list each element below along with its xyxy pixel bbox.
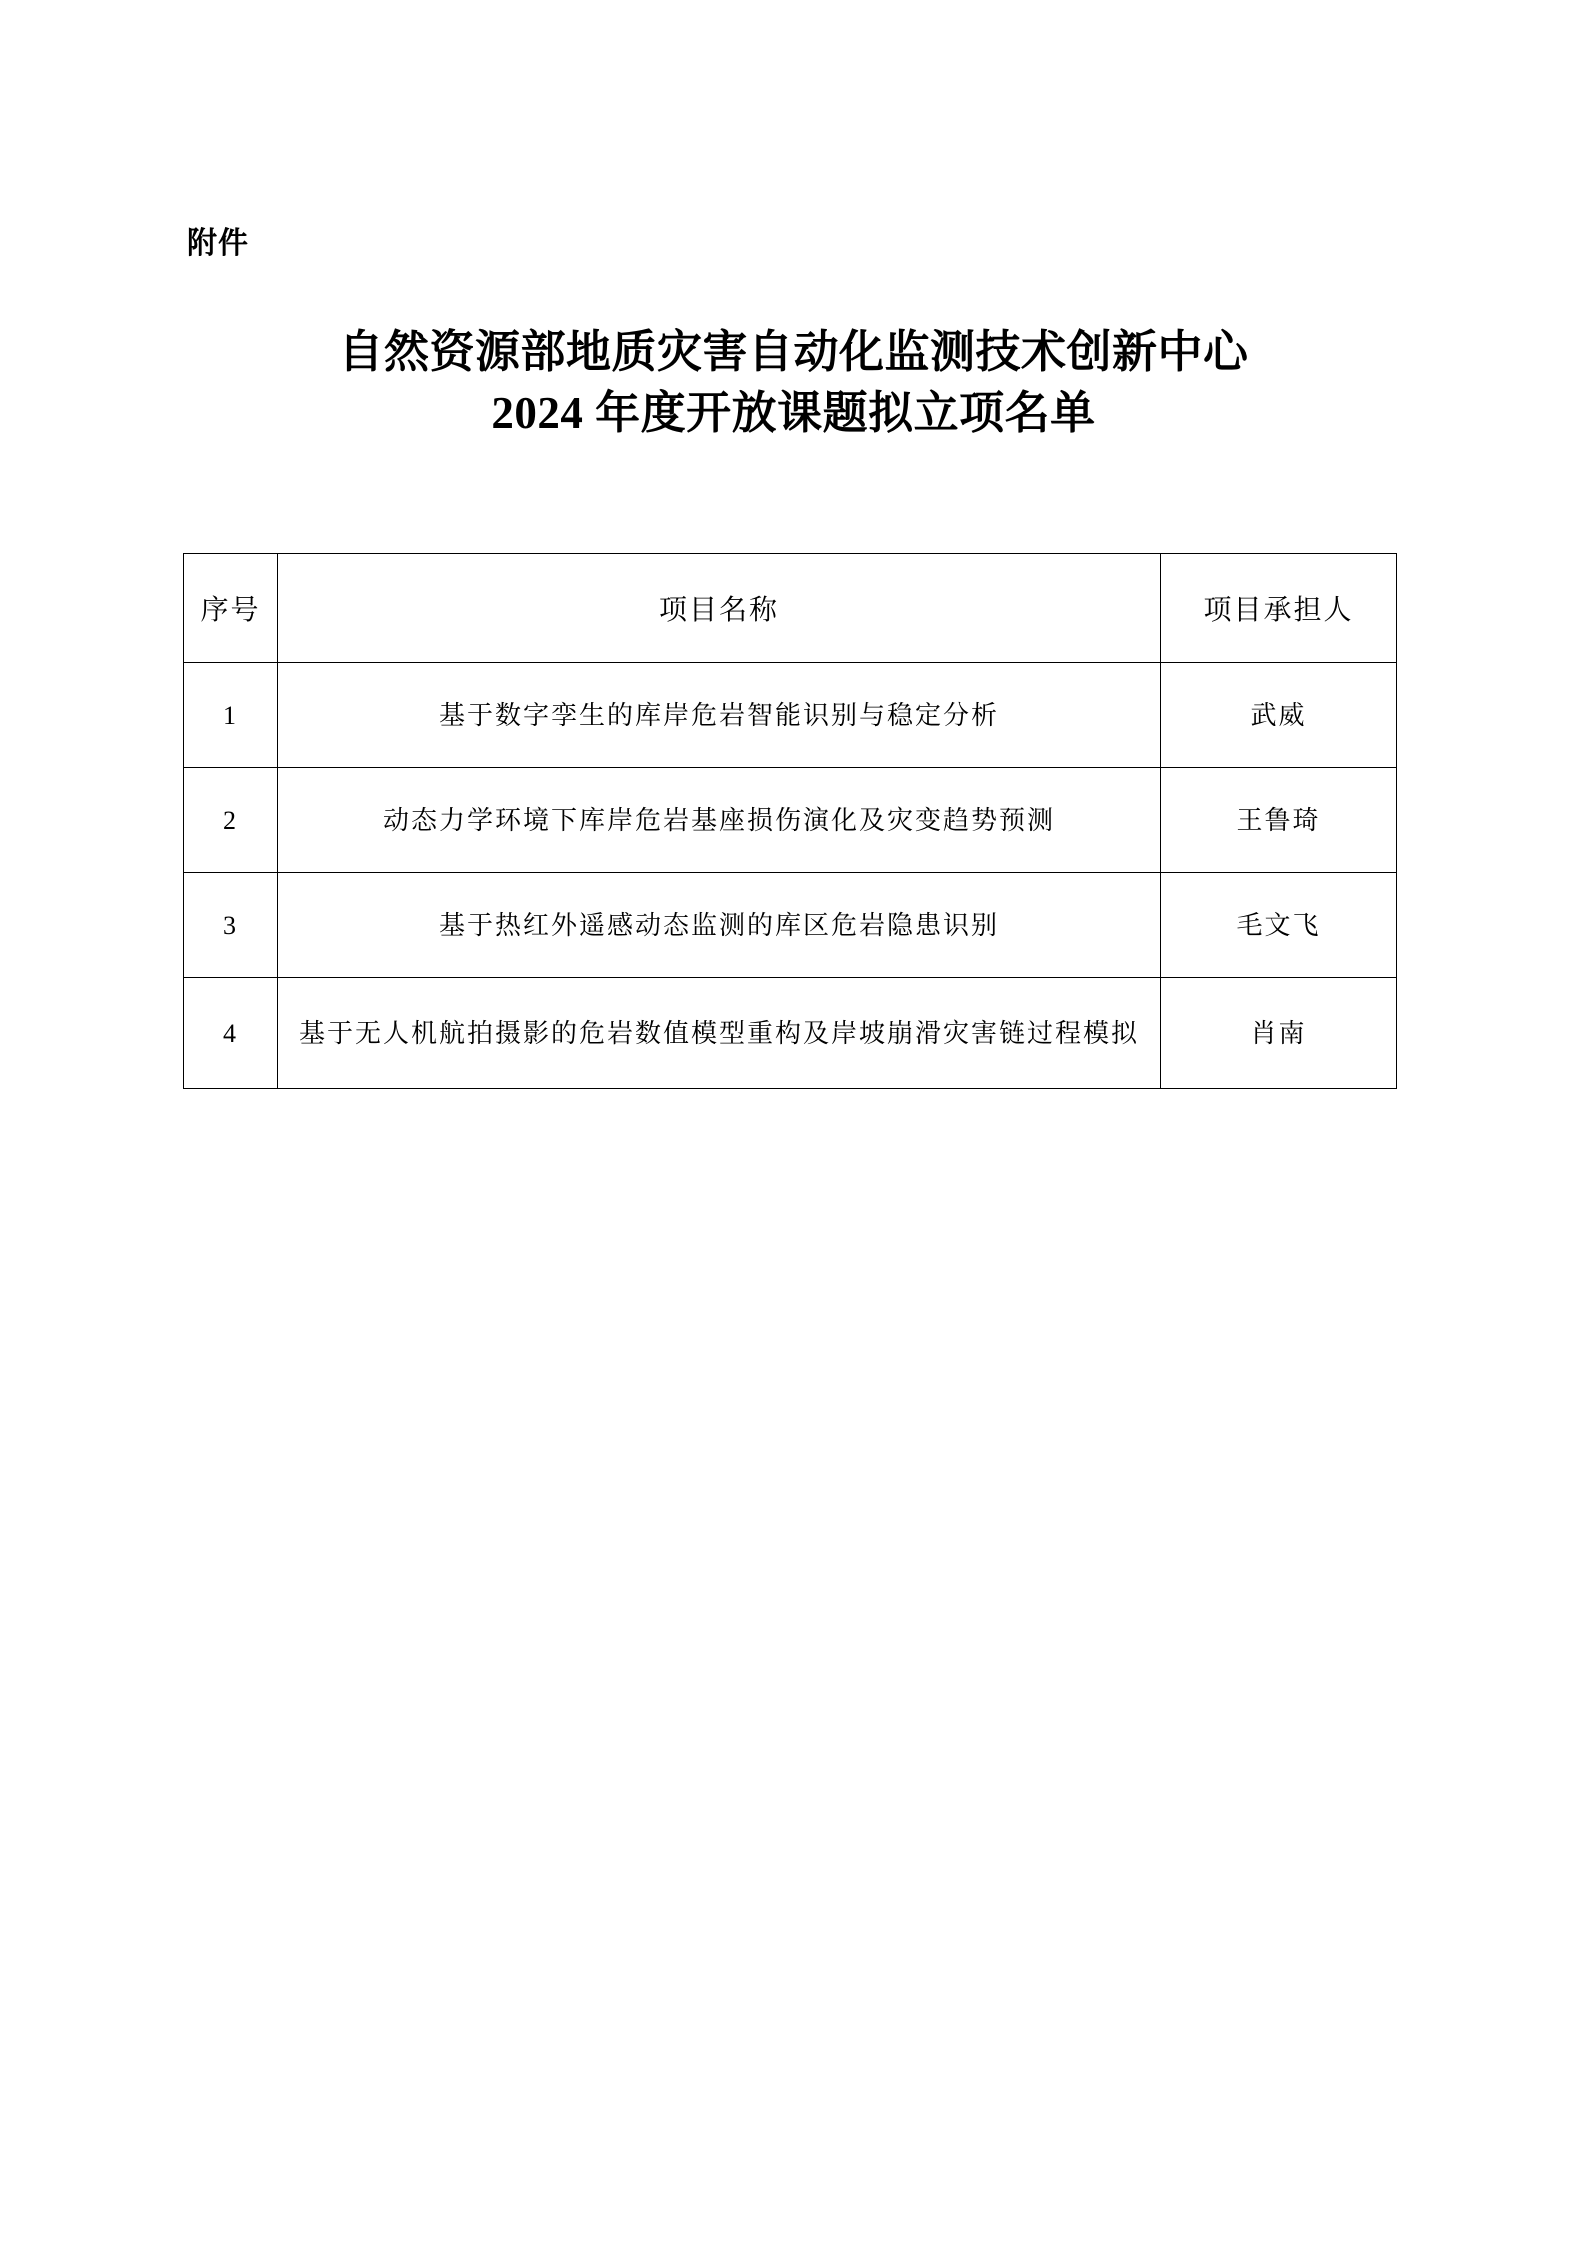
header-cell-owner: 项目承担人 [1161, 554, 1397, 663]
cell-project-name: 动态力学环境下库岸危岩基座损伤演化及灾变趋势预测 [278, 768, 1161, 873]
cell-project-name: 基于无人机航拍摄影的危岩数值模型重构及岸坡崩滑灾害链过程模拟 [278, 978, 1161, 1089]
cell-project-name: 基于数字孪生的库岸危岩智能识别与稳定分析 [278, 663, 1161, 768]
table-header [184, 554, 1397, 663]
header-cell-no: 序号 [184, 554, 278, 663]
cell-owner: 王鲁琦 [1161, 768, 1397, 873]
table-row [184, 978, 1397, 1089]
attachment-label: 附件 [187, 227, 249, 260]
cell-owner: 毛文飞 [1161, 873, 1397, 978]
page-title [187, 322, 1400, 444]
table-body [184, 663, 1397, 1089]
header-cell-project-name: 项目名称 [278, 554, 1161, 663]
cell-owner: 武威 [1161, 663, 1397, 768]
table-row [184, 663, 1397, 768]
cell-no: 2 [184, 768, 278, 873]
cell-project-name: 基于热红外遥感动态监测的库区危岩隐患识别 [278, 873, 1161, 978]
project-list-table [183, 553, 1397, 1089]
table-header-row [184, 554, 1397, 663]
page-title-line-2: 2024 年度开放课题拟立项名单 [491, 387, 1096, 438]
cell-no: 3 [184, 873, 278, 978]
cell-owner: 肖南 [1161, 978, 1397, 1089]
cell-no: 1 [184, 663, 278, 768]
table-row [184, 873, 1397, 978]
page-title-line-1: 自然资源部地质灾害自动化监测技术创新中心 [338, 327, 1249, 377]
table-row [184, 768, 1397, 873]
cell-no: 4 [184, 978, 278, 1089]
